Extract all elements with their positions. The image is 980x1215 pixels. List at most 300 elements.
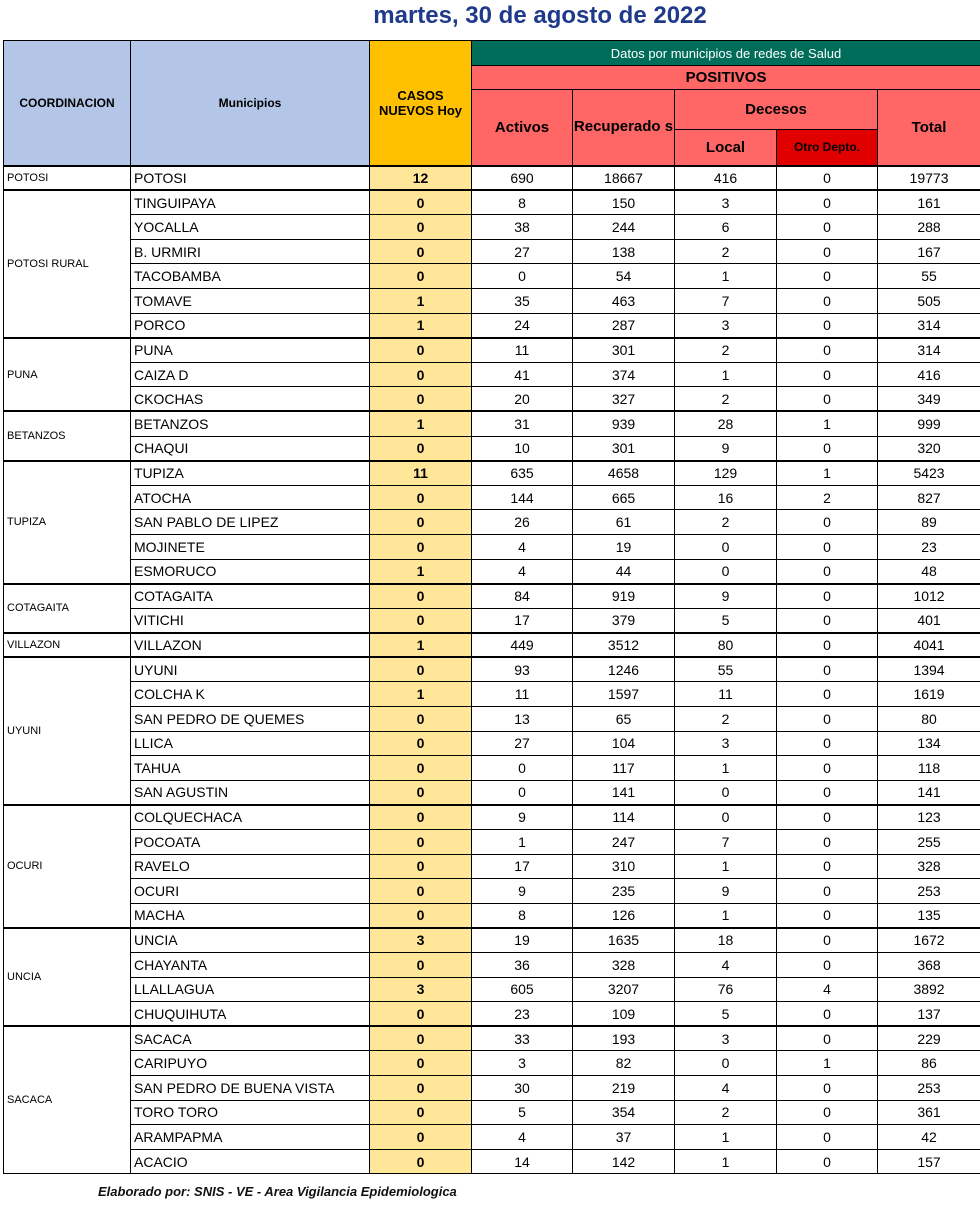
decesos-otro-cell: 0 [777, 362, 878, 387]
decesos-otro-cell: 0 [777, 682, 878, 707]
decesos-local-cell: 1 [675, 756, 777, 781]
table-row [4, 1051, 980, 1076]
decesos-otro-cell: 0 [777, 780, 878, 805]
decesos-otro-cell: 0 [777, 264, 878, 289]
total-cell: 229 [878, 1026, 980, 1051]
decesos-local-cell: 0 [675, 1051, 777, 1076]
decesos-otro-cell: 0 [777, 805, 878, 830]
municipio-cell: B. URMIRI [131, 239, 370, 264]
activos-cell: 449 [472, 633, 573, 658]
decesos-local-cell: 18 [675, 928, 777, 953]
activos-cell: 33 [472, 1026, 573, 1051]
table-row [4, 1026, 980, 1051]
activos-cell: 9 [472, 805, 573, 830]
total-cell: 137 [878, 1002, 980, 1027]
decesos-local-cell: 2 [675, 387, 777, 412]
total-cell: 320 [878, 436, 980, 461]
total-cell: 86 [878, 1051, 980, 1076]
casos-nuevos-cell: 0 [370, 436, 472, 461]
decesos-local-cell: 5 [675, 1002, 777, 1027]
decesos-otro-cell: 1 [777, 461, 878, 486]
decesos-local-cell: 1 [675, 1125, 777, 1150]
casos-nuevos-cell: 0 [370, 215, 472, 240]
total-cell: 1012 [878, 584, 980, 609]
decesos-otro-cell: 0 [777, 633, 878, 658]
total-cell: 55 [878, 264, 980, 289]
municipio-cell: BETANZOS [131, 411, 370, 436]
header-coordinacion: COORDINACION [4, 41, 131, 166]
municipio-cell: SAN AGUSTIN [131, 780, 370, 805]
decesos-otro-cell: 0 [777, 830, 878, 855]
decesos-otro-cell: 0 [777, 608, 878, 633]
activos-cell: 23 [472, 1002, 573, 1027]
decesos-local-cell: 3 [675, 1026, 777, 1051]
activos-cell: 31 [472, 411, 573, 436]
recuperados-cell: 235 [573, 879, 675, 904]
recuperados-cell: 142 [573, 1149, 675, 1174]
decesos-local-cell: 5 [675, 608, 777, 633]
total-cell: 42 [878, 1125, 980, 1150]
decesos-local-cell: 0 [675, 780, 777, 805]
table-row [4, 1149, 980, 1174]
activos-cell: 3 [472, 1051, 573, 1076]
decesos-local-cell: 11 [675, 682, 777, 707]
total-cell: 314 [878, 338, 980, 363]
header-activos: Activos [472, 90, 573, 166]
casos-nuevos-cell: 1 [370, 288, 472, 313]
municipio-cell: PORCO [131, 313, 370, 338]
activos-cell: 84 [472, 584, 573, 609]
casos-nuevos-cell: 0 [370, 387, 472, 412]
table-row [4, 288, 980, 313]
total-cell: 827 [878, 485, 980, 510]
municipio-cell: CKOCHAS [131, 387, 370, 412]
decesos-otro-cell: 0 [777, 190, 878, 215]
casos-nuevos-cell: 0 [370, 1051, 472, 1076]
activos-cell: 11 [472, 682, 573, 707]
total-cell: 999 [878, 411, 980, 436]
total-cell: 349 [878, 387, 980, 412]
municipio-cell: COTAGAITA [131, 584, 370, 609]
activos-cell: 20 [472, 387, 573, 412]
table-row [4, 1100, 980, 1125]
decesos-otro-cell: 0 [777, 1125, 878, 1150]
total-cell: 123 [878, 805, 980, 830]
decesos-otro-cell: 0 [777, 731, 878, 756]
recuperados-cell: 109 [573, 1002, 675, 1027]
recuperados-cell: 82 [573, 1051, 675, 1076]
activos-cell: 27 [472, 239, 573, 264]
decesos-otro-cell: 0 [777, 215, 878, 240]
decesos-local-cell: 55 [675, 657, 777, 682]
decesos-local-cell: 9 [675, 879, 777, 904]
casos-nuevos-cell: 0 [370, 608, 472, 633]
casos-nuevos-cell: 0 [370, 707, 472, 732]
casos-nuevos-cell: 0 [370, 1075, 472, 1100]
municipio-cell: TAHUA [131, 756, 370, 781]
total-cell: 328 [878, 854, 980, 879]
casos-nuevos-cell: 12 [370, 166, 472, 191]
casos-nuevos-cell: 0 [370, 1125, 472, 1150]
activos-cell: 1 [472, 830, 573, 855]
total-cell: 314 [878, 313, 980, 338]
decesos-otro-cell: 0 [777, 239, 878, 264]
activos-cell: 10 [472, 436, 573, 461]
table-row [4, 190, 980, 215]
decesos-otro-cell: 0 [777, 338, 878, 363]
activos-cell: 144 [472, 485, 573, 510]
table-row [4, 313, 980, 338]
total-cell: 3892 [878, 977, 980, 1002]
decesos-otro-cell: 0 [777, 584, 878, 609]
municipio-cell: CAIZA D [131, 362, 370, 387]
recuperados-cell: 287 [573, 313, 675, 338]
table-row [4, 657, 980, 682]
casos-nuevos-cell: 0 [370, 780, 472, 805]
municipio-cell: UNCIA [131, 928, 370, 953]
coordinacion-cell: VILLAZON [4, 633, 131, 658]
decesos-local-cell: 1 [675, 854, 777, 879]
decesos-local-cell: 2 [675, 239, 777, 264]
activos-cell: 4 [472, 1125, 573, 1150]
municipio-cell: ESMORUCO [131, 559, 370, 584]
casos-nuevos-cell: 0 [370, 1002, 472, 1027]
total-cell: 89 [878, 510, 980, 535]
municipio-cell: RAVELO [131, 854, 370, 879]
casos-nuevos-cell: 0 [370, 1100, 472, 1125]
casos-nuevos-cell: 1 [370, 411, 472, 436]
recuperados-cell: 37 [573, 1125, 675, 1150]
municipio-cell: COLCHA K [131, 682, 370, 707]
casos-nuevos-cell: 0 [370, 657, 472, 682]
total-cell: 23 [878, 534, 980, 559]
recuperados-cell: 919 [573, 584, 675, 609]
casos-nuevos-cell: 3 [370, 928, 472, 953]
casos-nuevos-cell: 0 [370, 830, 472, 855]
coordinacion-cell: PUNA [4, 338, 131, 412]
decesos-otro-cell: 0 [777, 534, 878, 559]
recuperados-cell: 939 [573, 411, 675, 436]
activos-cell: 30 [472, 1075, 573, 1100]
table-row [4, 485, 980, 510]
decesos-local-cell: 1 [675, 903, 777, 928]
activos-cell: 11 [472, 338, 573, 363]
decesos-local-cell: 2 [675, 510, 777, 535]
decesos-otro-cell: 0 [777, 313, 878, 338]
total-cell: 19773 [878, 166, 980, 191]
recuperados-cell: 117 [573, 756, 675, 781]
municipio-cell: CHUQUIHUTA [131, 1002, 370, 1027]
decesos-local-cell: 9 [675, 436, 777, 461]
decesos-local-cell: 16 [675, 485, 777, 510]
municipio-cell: CHAYANTA [131, 953, 370, 978]
decesos-local-cell: 4 [675, 953, 777, 978]
municipio-cell: CARIPUYO [131, 1051, 370, 1076]
recuperados-cell: 61 [573, 510, 675, 535]
decesos-local-cell: 28 [675, 411, 777, 436]
municipio-cell: SAN PABLO DE LIPEZ [131, 510, 370, 535]
table-row [4, 166, 980, 191]
municipio-cell: CHAQUI [131, 436, 370, 461]
municipio-cell: SACACA [131, 1026, 370, 1051]
decesos-local-cell: 0 [675, 559, 777, 584]
recuperados-cell: 310 [573, 854, 675, 879]
activos-cell: 9 [472, 879, 573, 904]
recuperados-cell: 3207 [573, 977, 675, 1002]
header-positivos: POSITIVOS [472, 66, 980, 90]
total-cell: 401 [878, 608, 980, 633]
decesos-local-cell: 1 [675, 362, 777, 387]
casos-nuevos-cell: 1 [370, 313, 472, 338]
header-casos-nuevos: CASOS NUEVOS Hoy [370, 41, 472, 166]
total-cell: 48 [878, 559, 980, 584]
recuperados-cell: 301 [573, 436, 675, 461]
municipio-cell: MOJINETE [131, 534, 370, 559]
header-recuperados: Recuperado s [573, 90, 675, 166]
header-local: Local [675, 130, 777, 166]
table-row [4, 411, 980, 436]
recuperados-cell: 193 [573, 1026, 675, 1051]
casos-nuevos-cell: 0 [370, 805, 472, 830]
activos-cell: 19 [472, 928, 573, 953]
table-row [4, 338, 980, 363]
decesos-otro-cell: 0 [777, 903, 878, 928]
total-cell: 253 [878, 1075, 980, 1100]
decesos-otro-cell: 0 [777, 1002, 878, 1027]
table-row [4, 264, 980, 289]
table-row [4, 854, 980, 879]
municipio-cell: POTOSI [131, 166, 370, 191]
decesos-otro-cell: 0 [777, 166, 878, 191]
casos-nuevos-cell: 0 [370, 584, 472, 609]
decesos-local-cell: 1 [675, 1149, 777, 1174]
activos-cell: 0 [472, 780, 573, 805]
decesos-local-cell: 2 [675, 1100, 777, 1125]
activos-cell: 17 [472, 608, 573, 633]
table-row [4, 436, 980, 461]
table-row [4, 682, 980, 707]
decesos-local-cell: 3 [675, 313, 777, 338]
activos-cell: 0 [472, 756, 573, 781]
activos-cell: 41 [472, 362, 573, 387]
header-total: Total [878, 90, 980, 166]
casos-nuevos-cell: 1 [370, 559, 472, 584]
casos-nuevos-cell: 0 [370, 953, 472, 978]
recuperados-cell: 54 [573, 264, 675, 289]
decesos-local-cell: 3 [675, 190, 777, 215]
decesos-local-cell: 9 [675, 584, 777, 609]
decesos-local-cell: 416 [675, 166, 777, 191]
municipio-cell: MACHA [131, 903, 370, 928]
recuperados-cell: 328 [573, 953, 675, 978]
total-cell: 416 [878, 362, 980, 387]
recuperados-cell: 244 [573, 215, 675, 240]
casos-nuevos-cell: 0 [370, 534, 472, 559]
activos-cell: 14 [472, 1149, 573, 1174]
total-cell: 253 [878, 879, 980, 904]
casos-nuevos-cell: 0 [370, 485, 472, 510]
decesos-local-cell: 80 [675, 633, 777, 658]
activos-cell: 93 [472, 657, 573, 682]
municipio-cell: ATOCHA [131, 485, 370, 510]
decesos-otro-cell: 0 [777, 657, 878, 682]
municipio-cell: SAN PEDRO DE BUENA VISTA [131, 1075, 370, 1100]
footer-credit: Elaborado por: SNIS - VE - Area Vigilancia Epidemiologica [98, 1184, 457, 1199]
table-row [4, 903, 980, 928]
activos-cell: 635 [472, 461, 573, 486]
decesos-local-cell: 2 [675, 707, 777, 732]
table-row [4, 953, 980, 978]
decesos-local-cell: 2 [675, 338, 777, 363]
total-cell: 118 [878, 756, 980, 781]
casos-nuevos-cell: 0 [370, 190, 472, 215]
casos-nuevos-cell: 3 [370, 977, 472, 1002]
municipio-cell: TINGUIPAYA [131, 190, 370, 215]
recuperados-cell: 104 [573, 731, 675, 756]
activos-cell: 605 [472, 977, 573, 1002]
header-decesos: Decesos [675, 90, 878, 130]
total-cell: 255 [878, 830, 980, 855]
table-row [4, 461, 980, 486]
decesos-otro-cell: 0 [777, 436, 878, 461]
table-row [4, 215, 980, 240]
casos-nuevos-cell: 0 [370, 903, 472, 928]
decesos-local-cell: 4 [675, 1075, 777, 1100]
activos-cell: 26 [472, 510, 573, 535]
total-cell: 5423 [878, 461, 980, 486]
municipio-cell: POCOATA [131, 830, 370, 855]
table-row [4, 608, 980, 633]
recuperados-cell: 141 [573, 780, 675, 805]
recuperados-cell: 247 [573, 830, 675, 855]
activos-cell: 4 [472, 559, 573, 584]
recuperados-cell: 219 [573, 1075, 675, 1100]
decesos-local-cell: 3 [675, 731, 777, 756]
activos-cell: 0 [472, 264, 573, 289]
casos-nuevos-cell: 1 [370, 633, 472, 658]
table-row [4, 584, 980, 609]
coordinacion-cell: COTAGAITA [4, 584, 131, 633]
activos-cell: 38 [472, 215, 573, 240]
decesos-otro-cell: 0 [777, 1100, 878, 1125]
decesos-otro-cell: 1 [777, 411, 878, 436]
recuperados-cell: 665 [573, 485, 675, 510]
activos-cell: 4 [472, 534, 573, 559]
recuperados-cell: 374 [573, 362, 675, 387]
decesos-local-cell: 6 [675, 215, 777, 240]
recuperados-cell: 354 [573, 1100, 675, 1125]
activos-cell: 36 [472, 953, 573, 978]
decesos-local-cell: 1 [675, 264, 777, 289]
total-cell: 505 [878, 288, 980, 313]
total-cell: 288 [878, 215, 980, 240]
recuperados-cell: 18667 [573, 166, 675, 191]
municipio-cell: OCURI [131, 879, 370, 904]
recuperados-cell: 44 [573, 559, 675, 584]
casos-nuevos-cell: 0 [370, 510, 472, 535]
recuperados-cell: 463 [573, 288, 675, 313]
total-cell: 167 [878, 239, 980, 264]
coordinacion-cell: SACACA [4, 1026, 131, 1174]
table-row [4, 756, 980, 781]
casos-nuevos-cell: 0 [370, 854, 472, 879]
decesos-local-cell: 76 [675, 977, 777, 1002]
table-row [4, 707, 980, 732]
coordinacion-cell: POTOSI RURAL [4, 190, 131, 338]
total-cell: 361 [878, 1100, 980, 1125]
municipio-cell: SAN PEDRO DE QUEMES [131, 707, 370, 732]
table-row [4, 510, 980, 535]
decesos-local-cell: 0 [675, 534, 777, 559]
total-cell: 80 [878, 707, 980, 732]
municipio-cell: COLQUECHACA [131, 805, 370, 830]
casos-nuevos-cell: 0 [370, 338, 472, 363]
casos-nuevos-cell: 0 [370, 879, 472, 904]
municipio-cell: TUPIZA [131, 461, 370, 486]
decesos-otro-cell: 0 [777, 879, 878, 904]
casos-nuevos-cell: 0 [370, 1149, 472, 1174]
casos-nuevos-cell: 0 [370, 264, 472, 289]
coordinacion-cell: BETANZOS [4, 411, 131, 460]
page-title: martes, 30 de agosto de 2022 [373, 2, 707, 29]
municipio-cell: VITICHI [131, 608, 370, 633]
municipio-cell: PUNA [131, 338, 370, 363]
recuperados-cell: 3512 [573, 633, 675, 658]
activos-cell: 5 [472, 1100, 573, 1125]
total-cell: 141 [878, 780, 980, 805]
recuperados-cell: 126 [573, 903, 675, 928]
decesos-otro-cell: 0 [777, 1075, 878, 1100]
activos-cell: 17 [472, 854, 573, 879]
decesos-local-cell: 7 [675, 288, 777, 313]
table-row [4, 830, 980, 855]
recuperados-cell: 1597 [573, 682, 675, 707]
total-cell: 134 [878, 731, 980, 756]
recuperados-cell: 114 [573, 805, 675, 830]
table-row [4, 928, 980, 953]
decesos-otro-cell: 0 [777, 953, 878, 978]
recuperados-cell: 301 [573, 338, 675, 363]
casos-nuevos-cell: 1 [370, 682, 472, 707]
table-row [4, 805, 980, 830]
recuperados-cell: 19 [573, 534, 675, 559]
recuperados-cell: 65 [573, 707, 675, 732]
decesos-otro-cell: 0 [777, 387, 878, 412]
decesos-local-cell: 129 [675, 461, 777, 486]
municipio-cell: YOCALLA [131, 215, 370, 240]
table-row [4, 387, 980, 412]
recuperados-cell: 379 [573, 608, 675, 633]
activos-cell: 690 [472, 166, 573, 191]
table-row [4, 977, 980, 1002]
recuperados-cell: 1246 [573, 657, 675, 682]
municipio-cell: TACOBAMBA [131, 264, 370, 289]
table-row [4, 239, 980, 264]
total-cell: 368 [878, 953, 980, 978]
total-cell: 135 [878, 903, 980, 928]
table-row [4, 362, 980, 387]
decesos-otro-cell: 1 [777, 1051, 878, 1076]
municipio-cell: ACACIO [131, 1149, 370, 1174]
decesos-otro-cell: 0 [777, 510, 878, 535]
recuperados-cell: 1635 [573, 928, 675, 953]
table-row [4, 633, 980, 658]
total-cell: 157 [878, 1149, 980, 1174]
coordinacion-cell: UYUNI [4, 657, 131, 805]
table-row [4, 1125, 980, 1150]
recuperados-cell: 150 [573, 190, 675, 215]
total-cell: 4041 [878, 633, 980, 658]
